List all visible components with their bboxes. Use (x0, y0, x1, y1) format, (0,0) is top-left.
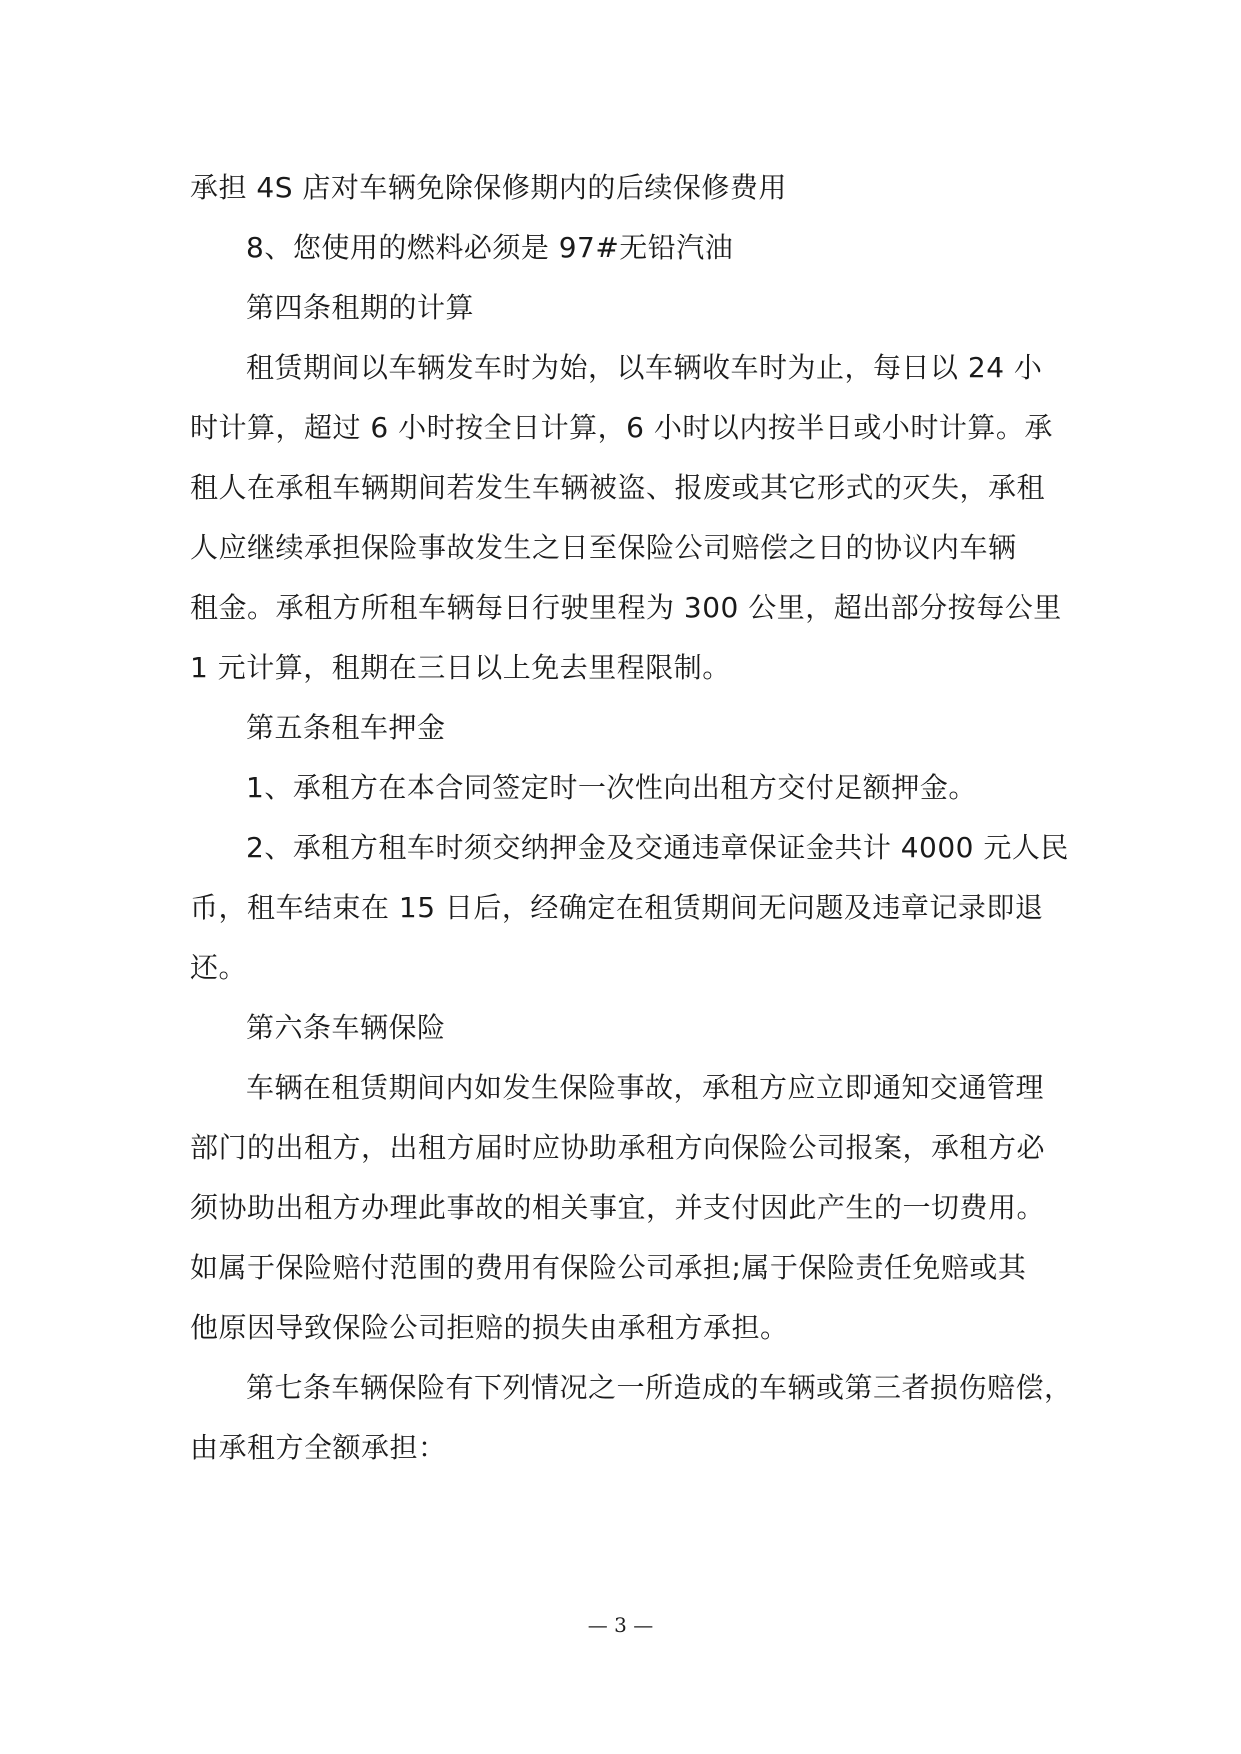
text-line: 时计算，超过 6 小时按全日计算，6 小时以内按半日或小时计算。承 (190, 411, 1053, 444)
text-line: 租人在承租车辆期间若发生车辆被盗、报废或其它形式的灭失，承租 (190, 471, 1046, 504)
text-line: 1、承租方在本合同签定时一次性向出租方交付足额押金。 (246, 771, 977, 804)
text-line: 1 元计算，租期在三日以上免去里程限制。 (190, 651, 731, 684)
text-line: 须协助出租方办理此事故的相关事宜，并支付因此产生的一切费用。 (190, 1191, 1046, 1224)
text-line: 租赁期间以车辆发车时为始，以车辆收车时为止，每日以 24 小 (246, 351, 1043, 384)
text-line: 如属于保险赔付范围的费用有保险公司承担;属于保险责任免赔或其 (190, 1251, 1027, 1284)
text-line: 8、您使用的燃料必须是 97#无铅汽油 (246, 231, 734, 264)
document-body (190, 158, 1073, 1478)
text-line: 第五条租车押金 (246, 711, 446, 744)
text-line: 他原因导致保险公司拒赔的损失由承租方承担。 (190, 1311, 789, 1344)
text-line: 还。 (190, 951, 248, 984)
text-line: 承担 4S 店对车辆免除保修期内的后续保修费用 (190, 171, 787, 204)
text-line: 币，租车结束在 15 日后，经确定在租赁期间无问题及违章记录即退 (190, 891, 1044, 924)
text-line: 第六条车辆保险 (246, 1011, 446, 1044)
text-line: 由承租方全额承担： (190, 1431, 447, 1464)
text-line: 第四条租期的计算 (246, 291, 475, 324)
text-line: 车辆在租赁期间内如发生保险事故，承租方应立即通知交通管理 (246, 1071, 1045, 1104)
text-line: 人应继续承担保险事故发生之日至保险公司赔偿之日的协议内车辆 (190, 531, 1017, 564)
text-line: 部门的出租方，出租方届时应协助承租方向保险公司报案，承租方必 (190, 1131, 1046, 1164)
page-number: — 3 — (587, 1613, 654, 1637)
text-line: 第七条车辆保险有下列情况之一所造成的车辆或第三者损伤赔偿， (246, 1371, 1073, 1404)
text-line: 租金。承租方所租车辆每日行驶里程为 300 公里，超出部分按每公里 (190, 591, 1062, 624)
text-line: 2、承租方租车时须交纳押金及交通违章保证金共计 4000 元人民 (246, 831, 1069, 864)
